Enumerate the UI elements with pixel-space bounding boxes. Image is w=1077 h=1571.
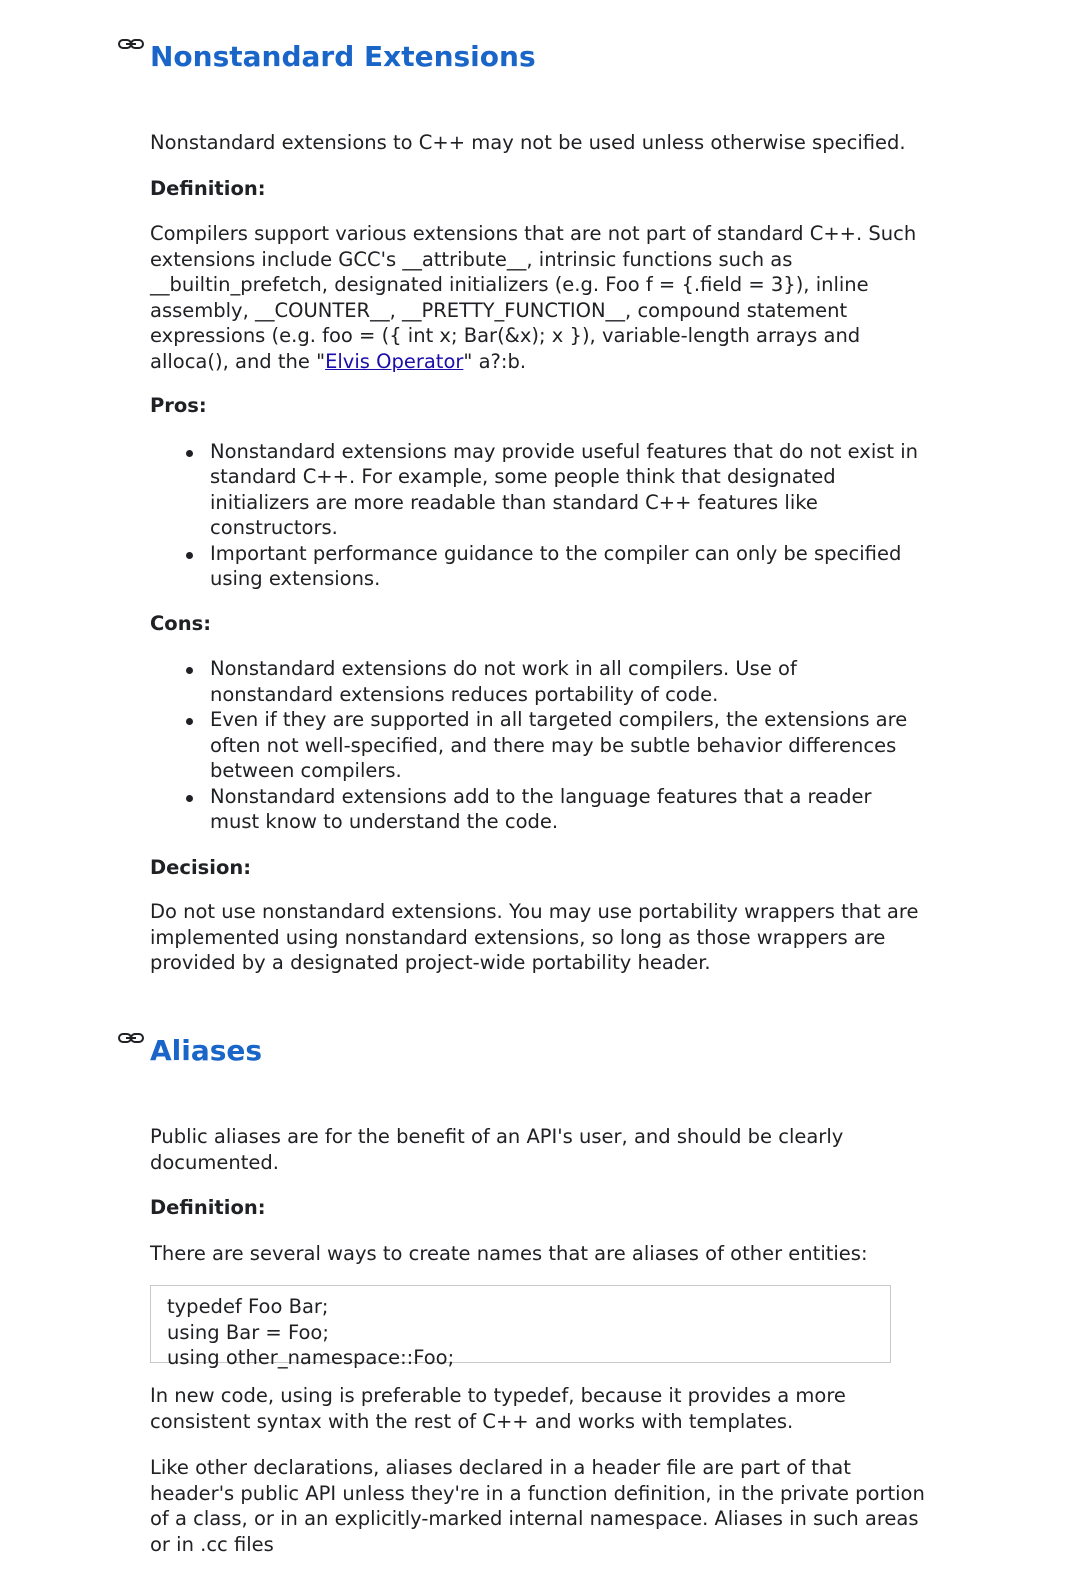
bullet-icon — [186, 552, 193, 559]
definition-text-post: " a?:b. — [463, 349, 527, 373]
section-nonstandard-extensions — [0, 40, 925, 976]
code-line: typedef Foo Bar; — [167, 1295, 329, 1318]
definition-text-pre: Compilers support various extensions that are not part of standard C++. Such extensions include GCC's __attribute__, intrinsic functions such as __builtin_prefetch, designated initializers (e.g. Foo f = {.field = 3}), inline assembly, __COUNTER__, __PRETTY_FUNCTION__, compound statement expressions (e.g. foo = ({ int x; Bar(&x); x }), variable-length arrays and alloca(), and the " — [150, 222, 917, 373]
section-title — [150, 40, 925, 74]
pros-list — [150, 439, 925, 592]
code-line: using Bar = Foo; — [167, 1320, 329, 1344]
pros-label: Pros: — [150, 394, 207, 417]
bullet-icon — [186, 718, 193, 725]
code-line: using other_namespace::Foo; — [167, 1346, 455, 1369]
decision-text: Do not use nonstandard extensions. You may use portability wrappers that are implemented using nonstandard extensions, so long as those wrappers are provided by a designated project-wide portability header. — [150, 900, 919, 974]
decision-label: Decision: — [150, 855, 252, 879]
definition-label: Definition: — [150, 176, 266, 200]
section-title — [150, 1034, 925, 1068]
code-block — [150, 1285, 891, 1369]
list-item — [210, 439, 925, 541]
list-item-text: Nonstandard extensions do not work in all compilers. Use of nonstandard extensions reduces portability of code. — [210, 657, 797, 706]
section-summary: Nonstandard extensions to C++ may not be used unless otherwise specified. — [150, 131, 906, 154]
bullet-icon — [186, 667, 193, 674]
list-item-text: Nonstandard extensions may provide useful features that do not exist in standard C++. For example, some people think that designated initializers are more readable than standard C++ features like constructors. — [210, 439, 919, 539]
section-aliases — [0, 1034, 925, 1557]
list-item — [210, 707, 925, 784]
list-item-text: Even if they are supported in all targeted compilers, the extensions are often not well-specified, and there may be subtle behavior differences between compilers. — [210, 708, 908, 782]
definition-text — [150, 221, 925, 374]
list-item — [210, 656, 925, 707]
paragraph: Like other declarations, aliases declared in a header file are part of that header's public API unless they're in a function definition, in the private portion of a class, or in an explicitly-marked internal namespace. Aliases in such areas or in .cc files — [150, 1456, 925, 1556]
paragraph: In new code, using is preferable to typedef, because it provides a more consistent syntax with the rest of C++ and works with templates. — [150, 1384, 846, 1433]
link-icon[interactable] — [118, 1032, 148, 1046]
bullet-icon — [186, 450, 193, 457]
section-title-text[interactable]: Nonstandard Extensions — [150, 40, 536, 73]
section-summary: Public aliases are for the benefit of an API's user, and should be clearly documented. — [150, 1125, 844, 1174]
list-item — [210, 541, 925, 592]
list-item-text: Nonstandard extensions add to the language features that a reader must know to understand the code. — [210, 784, 872, 833]
link-icon[interactable] — [118, 38, 148, 52]
list-item-text: Important performance guidance to the compiler can only be specified using extensions. — [210, 541, 902, 590]
cons-list — [150, 656, 925, 835]
cons-label: Cons: — [150, 611, 211, 635]
definition-text: There are several ways to create names that are aliases of other entities: — [150, 1241, 868, 1265]
bullet-icon — [186, 795, 193, 802]
list-item — [210, 784, 925, 835]
section-title-text[interactable]: Aliases — [150, 1034, 263, 1067]
definition-label: Definition: — [150, 1196, 266, 1219]
elvis-operator-link[interactable]: Elvis Operator — [325, 349, 464, 373]
